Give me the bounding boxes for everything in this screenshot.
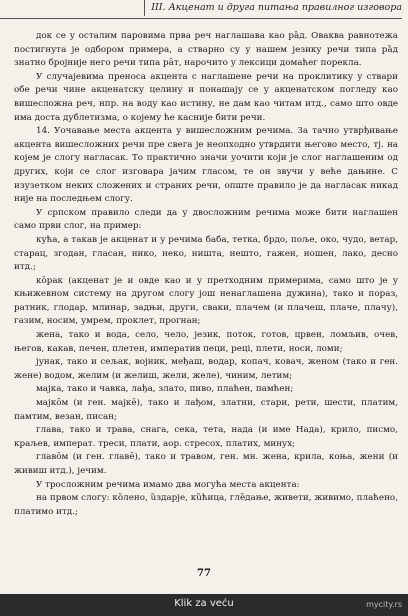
page-body <box>14 30 398 519</box>
example-majkom: мајкȏм (и ген. мајкē), тако и лађом, златни, стари, рети, шести, платим, памтим, везан, писан; <box>14 398 398 422</box>
header-divider <box>144 0 145 16</box>
page-number: 77 <box>197 568 211 579</box>
example-glava: глава, тако и трава, снага, сека, тета, нада (и име Нада), крило, писмо, краљев, императ. треси, плати, аор. стресох, платих, минух; <box>14 425 398 449</box>
example-korak: кȍрак (акценат је и овде као и у претходним примерима, само што је у књижевном систему на другом слогу још ненаглашена дужина), тако и пораз, ратник, глодар, млинар, задњи, други, сваки, плачем (и плачеш, плаче, плачу), газим, носим, умрем, проклет, прогнан; <box>14 275 398 327</box>
example-junak: јунак, тако и сељак, војник, међаш, водар, копач, ковач, женом (тако и ген. жене) водом, желим (и желиш, жели, желе), чиним, летим; <box>14 357 398 381</box>
site-watermark: mycity.rs <box>366 600 402 609</box>
paragraph-trisyllabic: У тросложним речима имамо два могућа места акцента: <box>36 479 300 490</box>
section-14: 14. Уочавање места акцента у вишесложним речима. За тачно утврђивање акцента вишесложних речи пре свега је неопходно утврдити његово место, тј. на којем је слогу нагласак. То практично значи уочити који је слог наглашеним од других, који се слог изговара јачим гласом, те он звучи у веће дањине. С изузетком неких сложених и страних речи, опште правило је да нагласак никад није на последњем слогу. <box>14 126 398 205</box>
running-header <box>0 0 402 19</box>
example-glavom: главȏм (и ген. главē), тако и травом, ген. мн. жена, крила, коња, жени (и живиш итд.), јечим. <box>14 452 398 476</box>
example-kuca: кућа, а такав је акценат и у речима баба, тетка, брдо, поље, око, чудо, ветар, старац, згодан, гласан, нико, неко, ништа, нешто, гажен, ношен, лако, десно итд.; <box>14 234 398 273</box>
example-majka: мајка, тако и чавка, лађа, злато, пиво, плаћен, памћен; <box>36 384 294 395</box>
header-title: III. Акценат и друга питања правилног изговора <box>151 2 402 13</box>
example-first-syllable: на првом слогу: кȍлено, ȕздарје, кȕћица, глȅдање, живети, живимо, плаћено, платимо итд.; <box>14 493 398 517</box>
footer-bar <box>0 594 408 616</box>
example-zena: жена, тако и вода, село, чело, језик, поток, готов, црвен, ломљив, очев, његов, какав, печен, плетен, императив пеци, рецi, плети, носи, ломи; <box>14 330 398 354</box>
paragraph-proclitic: У случајевима преноса акцента с наглашене речи на проклитику у ствари обе речи чине акценатску целину и понашају се у акценатском погледу као вишесложна реч, нпр. на воду као истину, не дам као читам итд., само што овде има доста дублетизма, о којему ће касније бити речи. <box>14 71 398 123</box>
paragraph-disyllabic-rule: У српском правило следи да у двосложним речима може бити наглашен само први слог, на пример: <box>14 207 398 232</box>
paragraph-continuation: док се у осталим паровима прва реч наглашава као рȁд. Оваква равнотежа постигнута је одбором примера, а стварно су у нашем језику речи типа рȁд знатно бројније него речи типа рȃт, нарочито у лексици домаћег порекла. <box>14 31 398 69</box>
enlarge-link[interactable]: Klik za veću <box>174 598 234 609</box>
